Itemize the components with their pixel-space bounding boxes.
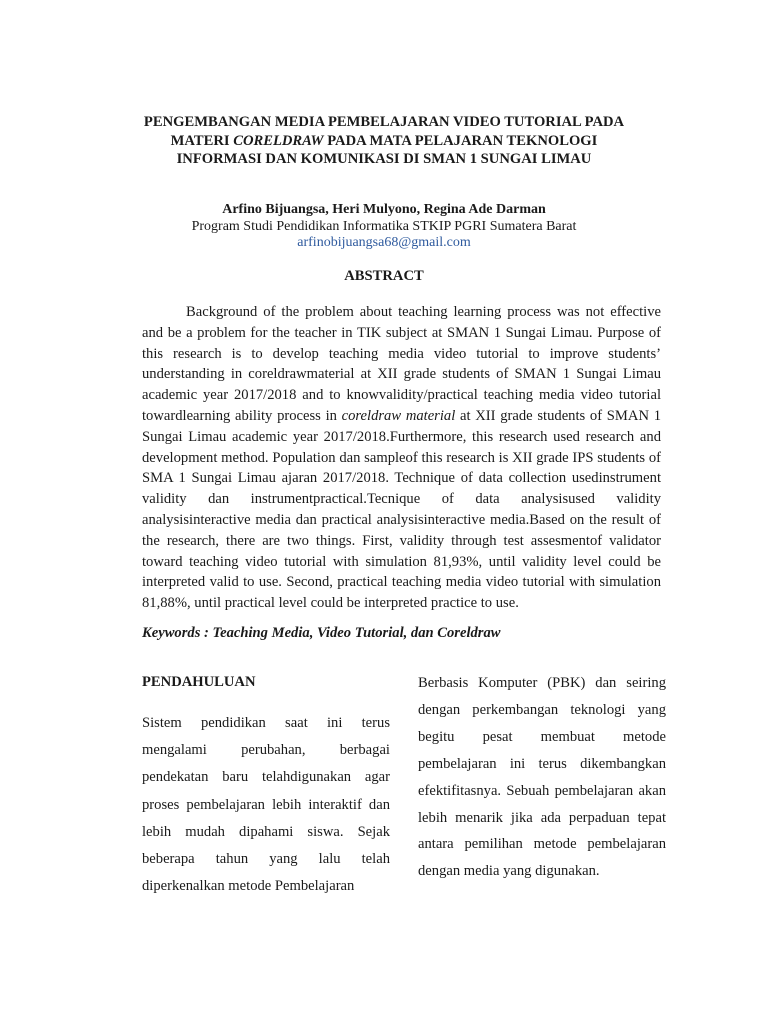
right-column [418, 670, 666, 885]
abstract-italic-term: coreldraw material [341, 407, 456, 424]
author-email-link[interactable]: arfinobijuangsa68@gmail.com [297, 235, 471, 250]
intro-paragraph-left: Sistem pendidikan saat ini terus mengalami perubahan, berbagai pendekatan baru telahdigunakan agar proses pembelajaran lebih interaktif dan lebih mudah dipahami siswa. Sejak beberapa tahun yang lalu telah diperkenalkan metode Pembelajaran [142, 715, 390, 895]
title-line-2-prefix: MATERI [170, 132, 234, 149]
abstract-heading: ABSTRACT [344, 268, 424, 284]
paper-title [120, 113, 648, 169]
intro-paragraph-right: Berbasis Komputer (PBK) dan seiring dengan perkembangan teknologi yang begitu pesat membuat metode pembelajaran ini terus dikembangkan efektifitasnya. Sebuah pembelajaran akan lebih menarik jika ada perpaduan tepat antara pemilihan metode pembelajaran dengan media yang digunakan. [418, 675, 666, 880]
affiliation: Program Studi Pendidikan Informatika STKIP PGRI Sumatera Barat [191, 219, 577, 234]
left-column [142, 672, 390, 900]
title-line-1: PENGEMBANGAN MEDIA PEMBELAJARAN VIDEO TUTORIAL PADA [143, 114, 625, 130]
abstract-text-part1: Background of the problem about teaching learning process was not effective and be a problem for the teacher in TIK subject at SMAN 1 Sungai Limau. Purpose of this research is to develop teaching media video tutorial to improve students’ understanding in coreldrawmaterial at XII grade students of SMAN 1 Sungai Limau academic year 2017/2018 and to knowvalidity/practical teaching media video tutorial towardlearning ability process in [142, 304, 661, 424]
title-line-2-italic: CORELDRAW [233, 132, 324, 149]
section-heading-pendahuluan: PENDAHULUAN [142, 674, 256, 690]
title-line-3: INFORMASI DAN KOMUNIKASI DI SMAN 1 SUNGAI LIMAU [176, 151, 592, 167]
author-list: Arfino Bijuangsa, Heri Mulyono, Regina Ade Darman [222, 202, 546, 217]
keywords: Keywords : Teaching Media, Video Tutorial, dan Coreldraw [142, 625, 501, 641]
title-line-2-suffix: PADA MATA PELAJARAN TEKNOLOGI [323, 132, 598, 149]
abstract-text-part2: at XII grade students of SMAN 1 Sungai Limau academic year 2017/2018.Furthermore, this research used research and development method. Population dan sampleof this research is XII grade IPS students of SMA 1 Sungai Limau ajaran 2017/2018. Technique of data collection usedinstrument validity dan instrumentpractical.Tecnique of data analysisused validity analysisinteractive media dan practical analysisinteractive media.Based on the result of the research, there are two things. First, validity through test assesmentof validator toward teaching video tutorial with simulation 81,93%, until validity level could be interpreted valid to use. Second, practical teaching media video tutorial with simulation 81,88%, until practical level could be interpreted practice to use. [142, 407, 661, 612]
abstract-body [142, 302, 661, 614]
